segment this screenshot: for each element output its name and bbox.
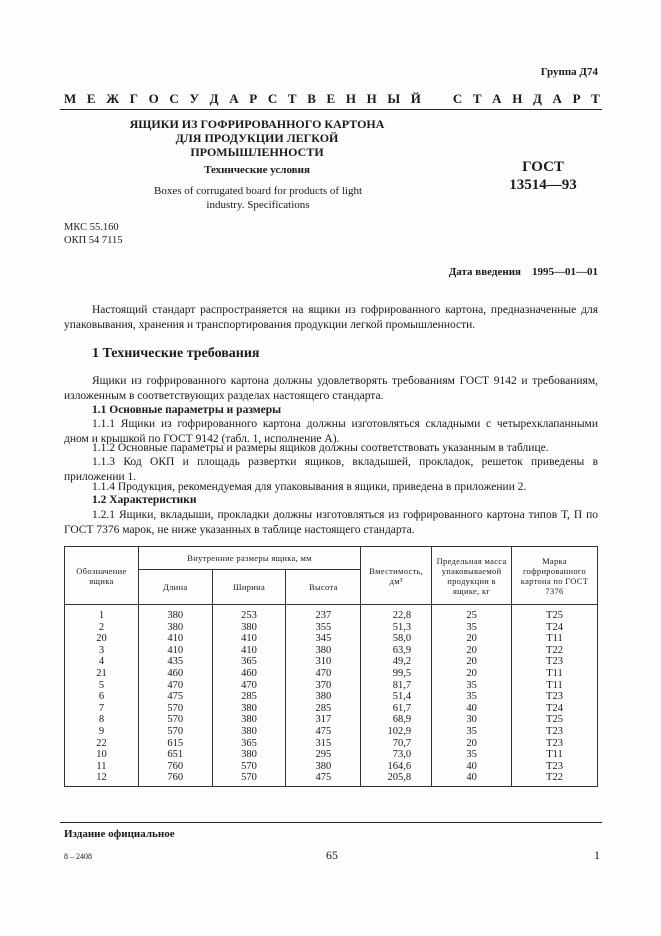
cell-width: 380: [212, 622, 286, 634]
cell-designation: 7: [65, 703, 139, 715]
print-code: 8 – 2408: [64, 852, 92, 861]
cell-max-mass: 35: [432, 622, 512, 634]
cell-width: 570: [212, 772, 286, 786]
cell-height: 355: [286, 622, 361, 634]
standard-line-letter: А: [229, 91, 239, 106]
cell-max-mass: 35: [432, 749, 512, 761]
cell-capacity: 205,8: [361, 772, 432, 786]
standard-line-letter: Й: [410, 91, 421, 106]
cell-max-mass: 35: [432, 691, 512, 703]
cell-capacity: 49,2: [361, 656, 432, 668]
cell-max-mass: 40: [432, 772, 512, 786]
cell-designation: 10: [65, 749, 139, 761]
cell-designation: 3: [65, 645, 139, 657]
cell-length: 570: [138, 726, 212, 738]
cell-length: 470: [138, 680, 212, 692]
cell-designation: 22: [65, 738, 139, 750]
cell-width: 380: [212, 726, 286, 738]
cell-width: 253: [212, 605, 286, 622]
cell-width: 365: [212, 738, 286, 750]
cell-board-grade: Т22: [512, 645, 598, 657]
table-row: [65, 714, 598, 726]
cell-length: 460: [138, 668, 212, 680]
header-divider: [60, 109, 602, 110]
cell-capacity: 99,5: [361, 668, 432, 680]
cell-height: 310: [286, 656, 361, 668]
standard-line-letter: Ы: [387, 91, 401, 106]
cell-capacity: 68,9: [361, 714, 432, 726]
standard-line-letter: С: [169, 91, 179, 106]
cell-capacity: 51,4: [361, 691, 432, 703]
standard-line-letter: Н: [512, 91, 523, 106]
cell-board-grade: Т25: [512, 605, 598, 622]
cell-height: 295: [286, 749, 361, 761]
header-max-mass: Предельная масса упаковываемой продукции в ящике, кг: [432, 547, 512, 605]
gost-number-block: [488, 158, 598, 194]
standard-line-letter: В: [307, 91, 316, 106]
cell-height: 317: [286, 714, 361, 726]
table-row: [65, 761, 598, 773]
cell-length: 760: [138, 761, 212, 773]
cell-board-grade: Т11: [512, 680, 598, 692]
cell-board-grade: Т22: [512, 772, 598, 786]
header-capacity: Вместимость, дм³: [361, 547, 432, 605]
standard-line-letter: Д: [209, 91, 219, 106]
document-title: [92, 117, 422, 159]
cell-max-mass: 20: [432, 668, 512, 680]
standard-line-letter: Ж: [106, 91, 120, 106]
cell-length: 475: [138, 691, 212, 703]
cell-width: 410: [212, 645, 286, 657]
sheet-number: 1: [594, 848, 600, 862]
cell-length: 380: [138, 605, 212, 622]
standard-line-letter: Р: [249, 91, 258, 106]
cell-designation: 11: [65, 761, 139, 773]
standard-line-letter: А: [552, 91, 562, 106]
okp-code: ОКП 54 7115: [64, 235, 123, 246]
title-line-2: ДЛЯ ПРОДУКЦИИ ЛЕГКОЙ: [175, 131, 339, 145]
header-length: Длина: [138, 570, 212, 605]
cell-board-grade: Т23: [512, 761, 598, 773]
standard-line-letter: Т: [472, 91, 482, 106]
standard-line-letter: Т: [287, 91, 297, 106]
cell-board-grade: Т23: [512, 726, 598, 738]
cell-length: 615: [138, 738, 212, 750]
cell-length: 410: [138, 645, 212, 657]
header-height: Высота: [286, 570, 361, 605]
paragraph-1-1-2: 1.1.2 Основные параметры и размеры ящиков должны соответствовать указанным в таблице.: [92, 442, 549, 454]
paragraph-1: Ящики из гофрированного картона должны удовлетворять требованиям ГОСТ 9142 и требованиям, изложенным в соответствующих разделах настоящего стандарта.: [64, 375, 598, 402]
table-row: [65, 668, 598, 680]
cell-height: 475: [286, 772, 361, 786]
cell-width: 470: [212, 680, 286, 692]
cell-height: 475: [286, 726, 361, 738]
standard-line-letter: У: [189, 91, 199, 106]
cell-width: 380: [212, 714, 286, 726]
cell-board-grade: Т24: [512, 703, 598, 715]
table-row: [65, 622, 598, 634]
standard-line-letter: Н: [366, 91, 377, 106]
table-row: [65, 656, 598, 668]
cell-designation: 20: [65, 633, 139, 645]
section-heading: 1 Технические требования: [92, 346, 260, 361]
gost-label: ГОСТ: [522, 159, 564, 175]
header-inner-dimensions: Внутренние размеры ящика, мм: [138, 547, 360, 570]
document-subtitle: Технические условия: [204, 164, 310, 176]
cell-width: 365: [212, 656, 286, 668]
header-width: Ширина: [212, 570, 286, 605]
cell-designation: 12: [65, 772, 139, 786]
header-designation: Обозначение ящика: [65, 547, 139, 605]
cell-length: 380: [138, 622, 212, 634]
cell-width: 460: [212, 668, 286, 680]
table-row: [65, 691, 598, 703]
standard-line-letter: Е: [326, 91, 336, 106]
standard-line-letter: А: [492, 91, 502, 106]
cell-height: 470: [286, 668, 361, 680]
paragraph-1-1-1: 1.1.1 Ящики из гофрированного картона должны изготовляться складными с четырехклапанными дном и крышкой по ГОСТ 9142 (табл. 1, исполнение А).: [64, 418, 598, 445]
paragraph-1-1-3: 1.1.3 Код ОКП и площадь развертки ящиков, вкладышей, прокладок, решеток приведены в приложении 1.: [64, 456, 598, 483]
cell-height: 315: [286, 738, 361, 750]
cell-length: 651: [138, 749, 212, 761]
page-number: 65: [326, 848, 338, 862]
title-line-3: ПРОМЫШЛЕННОСТИ: [190, 145, 324, 159]
cell-capacity: 51,3: [361, 622, 432, 634]
cell-designation: 5: [65, 680, 139, 692]
standard-line-letter: М: [64, 91, 77, 106]
cell-length: 760: [138, 772, 212, 786]
cell-designation: 2: [65, 622, 139, 634]
cell-designation: 4: [65, 656, 139, 668]
standard-line-letter: Р: [572, 91, 581, 106]
cell-max-mass: 35: [432, 680, 512, 692]
introduction-date: Дата введения 1995—01—01: [448, 266, 598, 278]
standard-line-letter: Е: [86, 91, 96, 106]
gost-number: 13514—93: [509, 177, 577, 193]
title-line-1: ЯЩИКИ ИЗ ГОФРИРОВАННОГО КАРТОНА: [129, 117, 385, 131]
standard-line-letter: С: [267, 91, 278, 106]
cell-designation: 21: [65, 668, 139, 680]
intro-paragraph: Настоящий стандарт распространяется на ящики из гофрированного картона, предназначенные для упаковывания, хранения и транспортирования продукции легкой промышленности.: [64, 304, 598, 331]
cell-height: 380: [286, 761, 361, 773]
table-row: [65, 703, 598, 715]
heading-1-2: 1.2 Характеристики: [92, 494, 197, 506]
box-dimensions-table: [64, 546, 598, 787]
cell-board-grade: Т24: [512, 622, 598, 634]
standard-line-letter: Г: [129, 91, 139, 106]
cell-width: 380: [212, 749, 286, 761]
cell-capacity: 22,8: [361, 605, 432, 622]
paragraph-1-2-1: 1.2.1 Ящики, вкладыши, прокладки должны изготовляться из гофрированного картона типов Т, П по ГОСТ 7376 марок, не ниже указанных в таблице настоящего стандарта.: [64, 509, 598, 536]
mks-code: МКС 55.160: [64, 222, 119, 233]
cell-max-mass: 25: [432, 605, 512, 622]
cell-length: 570: [138, 703, 212, 715]
cell-board-grade: Т25: [512, 714, 598, 726]
table-row: [65, 738, 598, 750]
english-title-line-1: Boxes of corrugated board for products of light: [153, 185, 363, 197]
cell-capacity: 58,0: [361, 633, 432, 645]
cell-capacity: 61,7: [361, 703, 432, 715]
cell-capacity: 102,9: [361, 726, 432, 738]
standard-line-letter: Т: [591, 91, 600, 106]
table-row: [65, 645, 598, 657]
cell-max-mass: 20: [432, 633, 512, 645]
standard-line-letter: Н: [345, 91, 356, 106]
group-code: Группа Д74: [540, 66, 598, 78]
cell-board-grade: Т11: [512, 668, 598, 680]
cell-max-mass: 20: [432, 738, 512, 750]
cell-board-grade: Т23: [512, 691, 598, 703]
cell-capacity: 70,7: [361, 738, 432, 750]
cell-length: 570: [138, 714, 212, 726]
header-board-grade: Марка гофрированного картона по ГОСТ 7376: [512, 547, 598, 605]
cell-height: 380: [286, 645, 361, 657]
english-title: [120, 184, 396, 212]
cell-width: 285: [212, 691, 286, 703]
cell-length: 410: [138, 633, 212, 645]
cell-board-grade: Т23: [512, 738, 598, 750]
cell-width: 380: [212, 703, 286, 715]
paragraph-1-1-4: 1.1.4 Продукция, рекомендуемая для упаковывания в ящики, приведена в приложении 2.: [92, 481, 527, 493]
cell-capacity: 73,0: [361, 749, 432, 761]
footer-divider: [60, 822, 602, 823]
cell-designation: 1: [65, 605, 139, 622]
cell-height: 345: [286, 633, 361, 645]
cell-max-mass: 40: [432, 761, 512, 773]
cell-capacity: 81,7: [361, 680, 432, 692]
cell-board-grade: Т11: [512, 633, 598, 645]
cell-capacity: 63,9: [361, 645, 432, 657]
cell-designation: 6: [65, 691, 139, 703]
table-row: [65, 726, 598, 738]
cell-max-mass: 20: [432, 656, 512, 668]
table-row: [65, 605, 598, 622]
cell-designation: 9: [65, 726, 139, 738]
official-edition-note: Издание официальное: [64, 828, 175, 840]
cell-board-grade: Т11: [512, 749, 598, 761]
standard-type-line: [64, 91, 600, 107]
cell-height: 380: [286, 691, 361, 703]
cell-length: 435: [138, 656, 212, 668]
cell-designation: 8: [65, 714, 139, 726]
cell-height: 285: [286, 703, 361, 715]
cell-max-mass: 20: [432, 645, 512, 657]
cell-capacity: 164,6: [361, 761, 432, 773]
table-row: [65, 633, 598, 645]
heading-1-1: 1.1 Основные параметры и размеры: [92, 404, 282, 416]
standard-line-letter: О: [148, 91, 159, 106]
cell-width: 570: [212, 761, 286, 773]
cell-max-mass: 35: [432, 726, 512, 738]
cell-width: 410: [212, 633, 286, 645]
cell-max-mass: 30: [432, 714, 512, 726]
standard-line-letter: Д: [532, 91, 542, 106]
cell-height: 237: [286, 605, 361, 622]
cell-max-mass: 40: [432, 703, 512, 715]
table-row: [65, 772, 598, 786]
table-row: [65, 680, 598, 692]
classification-codes: [64, 221, 123, 247]
cell-height: 370: [286, 680, 361, 692]
cell-board-grade: Т23: [512, 656, 598, 668]
standard-line-letter: С: [452, 91, 463, 106]
table-row: [65, 749, 598, 761]
english-title-line-2: industry. Specifications: [206, 199, 310, 211]
